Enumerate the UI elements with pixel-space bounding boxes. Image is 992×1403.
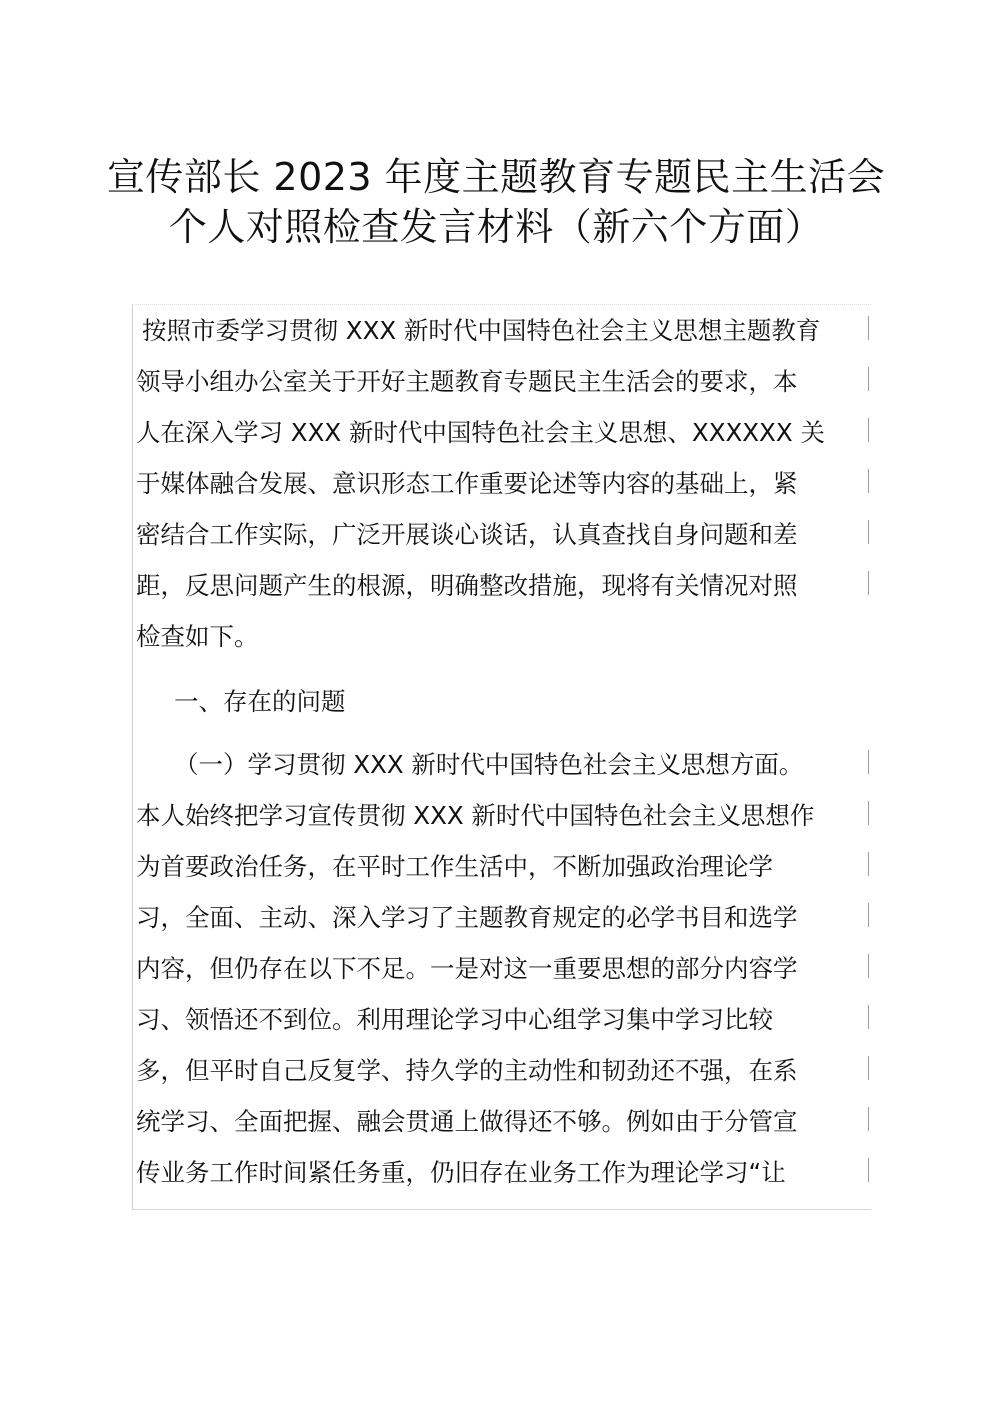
edge-mark: [868, 954, 869, 978]
edge-mark: [868, 367, 869, 391]
body-line: 于媒体融合发展、意识形态工作重要论述等内容的基础上，紧: [136, 469, 798, 498]
edge-mark: [868, 750, 869, 774]
edge-mark: [868, 469, 869, 493]
edge-mark: [868, 316, 869, 340]
edge-mark: [868, 571, 869, 595]
edge-mark: [868, 801, 869, 825]
edge-mark: [868, 520, 869, 544]
body-line: 习，全面、主动、深入学习了主题教育规定的必学书目和选学: [136, 903, 798, 932]
document-title-line-2: 个人对照检查发言材料（新六个方面）: [168, 205, 824, 249]
body-line: 统学习、全面把握、融会贯通上做得还不够。例如由于分管宣: [136, 1107, 798, 1136]
body-line: 多，但平时自己反复学、持久学的主动性和韧劲还不强，在系: [136, 1056, 798, 1085]
edge-mark: [868, 1107, 869, 1131]
edge-mark: [868, 1005, 869, 1029]
body-line: 为首要政治任务，在平时工作生活中，不断加强政治理论学: [136, 852, 773, 881]
edge-mark: [868, 418, 869, 442]
body-line: 领导小组办公室关于开好主题教育专题民主生活会的要求，本: [136, 367, 798, 396]
body-line: 密结合工作实际，广泛开展谈心谈话，认真查找自身问题和差: [136, 520, 798, 549]
section-heading: 一、存在的问题: [174, 687, 346, 716]
body-line: 距，反思问题产生的根源，明确整改措施，现将有关情况对照: [136, 571, 798, 600]
subsection-heading: （一）学习贯彻 XXX 新时代中国特色社会主义思想方面。: [174, 750, 804, 779]
edge-mark: [868, 903, 869, 927]
edge-mark: [868, 1158, 869, 1182]
body-line: 传业务工作时间紧任务重，仍旧存在业务工作为理论学习“让: [136, 1158, 786, 1187]
body-line: 检查如下。: [136, 622, 259, 651]
document-title-line-1: 宣传部长 2023 年度主题教育专题民主生活会: [106, 155, 886, 199]
body-line: 内容，但仍存在以下不足。一是对这一重要思想的部分内容学: [136, 954, 798, 983]
edge-mark: [868, 852, 869, 876]
edge-mark: [868, 1056, 869, 1080]
body-line: 人在深入学习 XXX 新时代中国特色社会主义思想、XXXXXX 关: [136, 418, 825, 447]
body-line: 按照市委学习贯彻 XXX 新时代中国特色社会主义思想主题教育: [142, 316, 821, 345]
body-line: 习、领悟还不到位。利用理论学习中心组学习集中学习比较: [136, 1005, 773, 1034]
body-line: 本人始终把学习宣传贯彻 XXX 新时代中国特色社会主义思想作: [136, 801, 815, 830]
